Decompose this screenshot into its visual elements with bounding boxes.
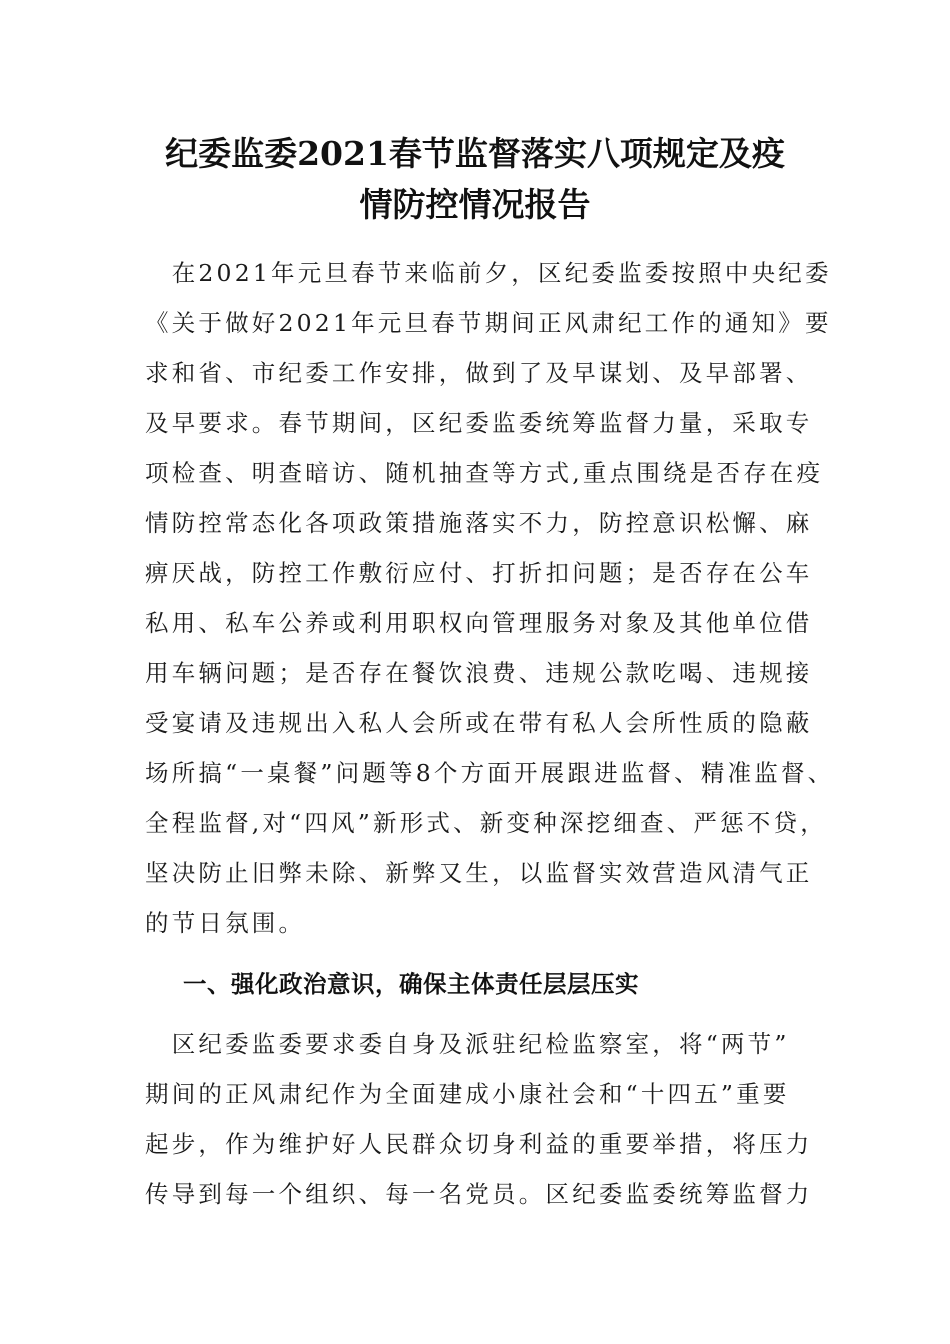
- paragraph-line: 私用、私车公养或利用职权向管理服务对象及其他单位借: [145, 609, 813, 637]
- paragraph-line: 《关于做好2021年元旦春节期间正风肃纪工作的通知》要: [145, 309, 832, 337]
- paragraph-line: 全程监督,对“四风”新形式、新变种深挖细查、严惩不贷，: [145, 809, 827, 837]
- document-title: [100, 128, 850, 230]
- paragraph-line: 用车辆问题；是否存在餐饮浪费、违规公款吃喝、违规接: [145, 659, 813, 687]
- paragraph-line: 受宴请及违规出入私人会所或在带有私人会所性质的隐蔽: [145, 709, 813, 737]
- paragraph-line: 在2021年元旦春节来临前夕，区纪委监委按照中央纪委: [145, 259, 832, 287]
- paragraph-line: 情防控常态化各项政策措施落实不力，防控意识松懈、麻: [145, 509, 813, 537]
- section-paragraph: [145, 1019, 825, 1219]
- paragraph-line: 传导到每一个组织、每一名党员。区纪委监委统筹监督力: [145, 1180, 813, 1208]
- paragraph-line: 期间的正风肃纪作为全面建成小康社会和“十四五”重要: [145, 1080, 790, 1108]
- title-line: 纪委监委2021春节监督落实八项规定及疫: [165, 134, 785, 173]
- paragraph-line: 起步，作为维护好人民群众切身利益的重要举措，将压力: [145, 1130, 813, 1158]
- paragraph-line: 场所搞“一桌餐”问题等8个方面开展跟进监督、精准监督、: [145, 759, 835, 787]
- section-heading: 一、强化政治意识，确保主体责任层层压实: [183, 970, 639, 998]
- paragraph-line: 痹厌战，防控工作敷衍应付、打折扣问题；是否存在公车: [145, 559, 813, 587]
- paragraph-line: 的节日氛围。: [145, 909, 306, 937]
- title-line: 情防控情况报告: [359, 185, 591, 224]
- paragraph-line: 及早要求。春节期间，区纪委监委统筹监督力量，采取专: [145, 409, 813, 437]
- intro-paragraph: [145, 248, 835, 948]
- paragraph-line: 区纪委监委要求委自身及派驻纪检监察室，将“两节”: [145, 1030, 790, 1058]
- paragraph-line: 项检查、明查暗访、随机抽查等方式,重点围绕是否存在疫: [145, 459, 824, 487]
- paragraph-line: 坚决防止旧弊未除、新弊又生，以监督实效营造风清气正: [145, 859, 813, 887]
- paragraph-line: 求和省、市纪委工作安排，做到了及早谋划、及早部署、: [145, 359, 813, 387]
